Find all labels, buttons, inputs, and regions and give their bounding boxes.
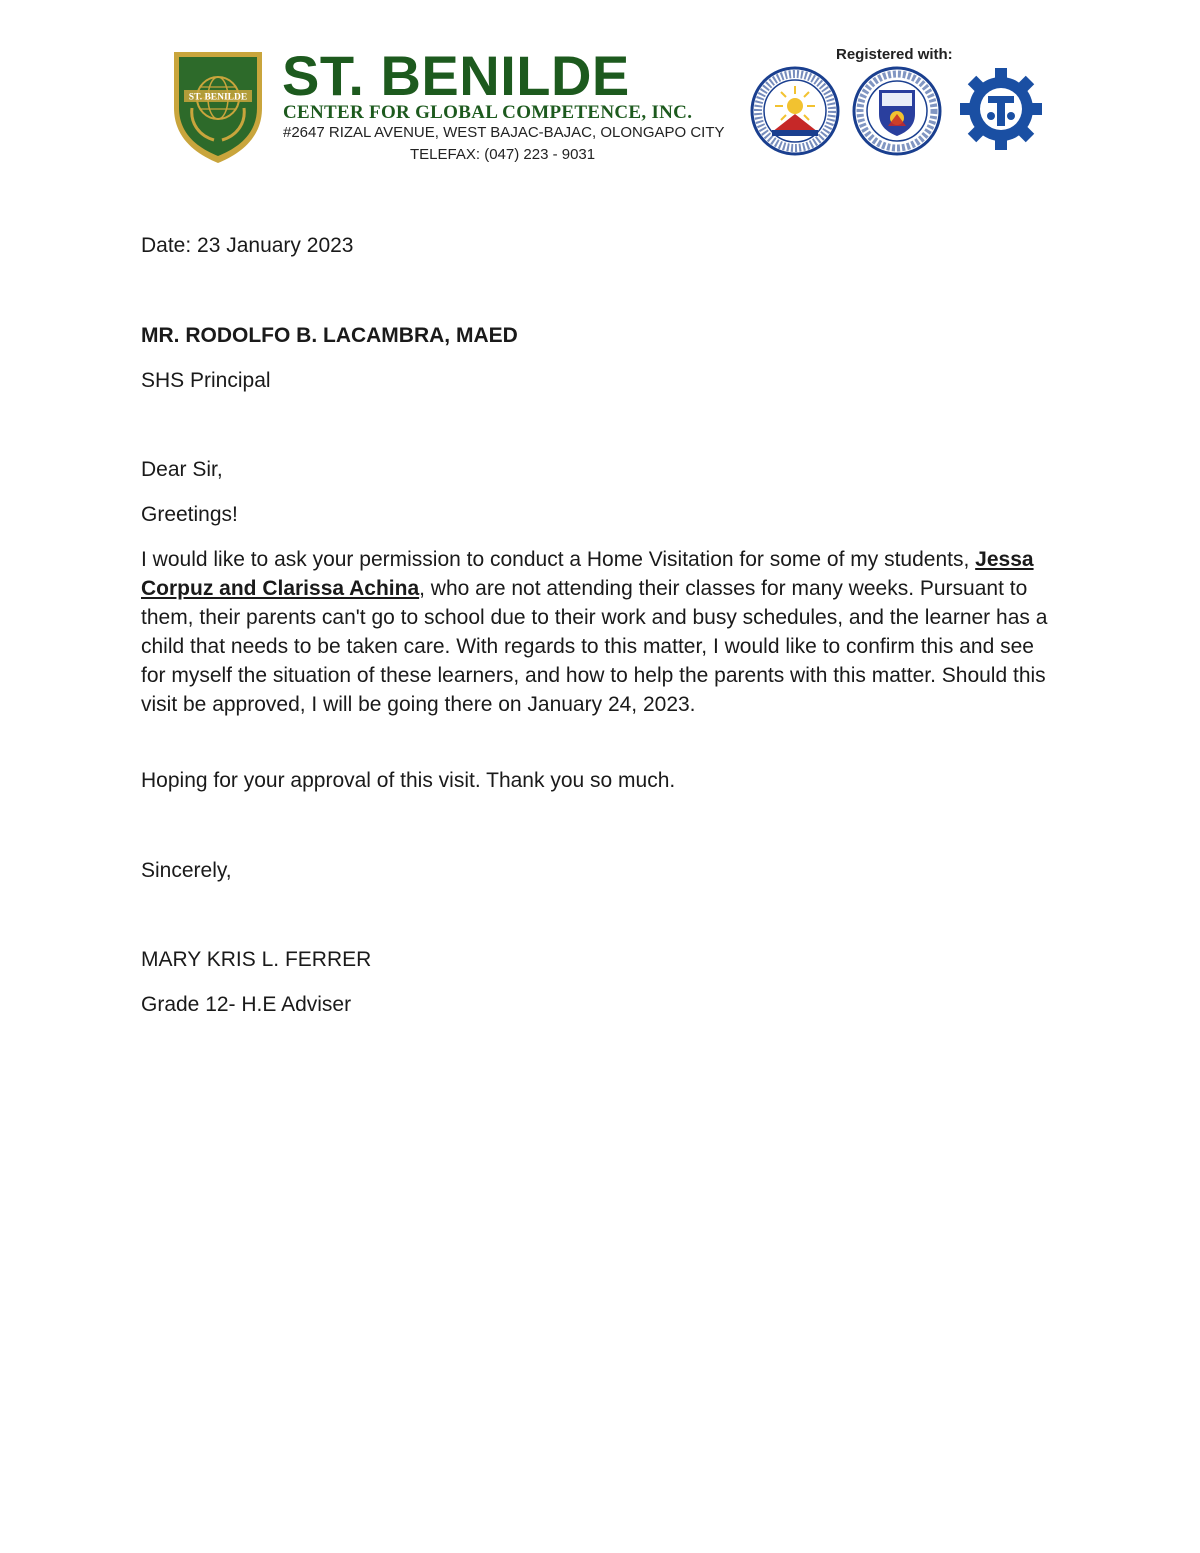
greeting: Greetings! <box>141 503 238 526</box>
signer-title: Grade 12- H.E Adviser <box>141 993 352 1016</box>
deped-seal-icon <box>852 66 942 156</box>
salutation: Dear Sir, <box>141 458 223 481</box>
org-subtitle: CENTER FOR GLOBAL COMPETENCE, INC. <box>283 102 693 123</box>
closing: Sincerely, <box>141 859 232 882</box>
registered-label: Registered with: <box>836 46 953 63</box>
st-benilde-shield-logo <box>170 46 266 166</box>
body-paragraph-2: Hoping for your approval of this visit. Thank you so much. <box>141 769 676 792</box>
letter-date: Date: 23 January 2023 <box>141 234 354 257</box>
org-address: #2647 RIZAL AVENUE, WEST BAJAC-BAJAC, OLONGAPO CITY <box>283 124 725 141</box>
signer-name: MARY KRIS L. FERRER <box>141 948 372 971</box>
tesda-gear-icon <box>958 66 1044 152</box>
letterhead <box>0 0 1200 190</box>
org-name: ST. BENILDE <box>282 44 630 107</box>
student-names: Jessa Corpuz and Clarissa Achina <box>141 548 1034 600</box>
paragraph-1-intro: I would like to ask your permission to conduct a Home Visitation for some of my students, <box>141 548 976 571</box>
recipient-title: SHS Principal <box>141 369 271 392</box>
org-telefax: TELEFAX: (047) 223 - 9031 <box>410 146 596 163</box>
ched-seal-icon <box>750 66 840 156</box>
body-paragraph-1 <box>141 545 1061 719</box>
logo-text: ST. BENILDE <box>188 92 248 103</box>
paragraph-1-rest: , who are not attending their classes for many weeks. Pursuant to them, their parents can't go to school due to their work and busy schedules, and the learner has a child that needs to be taken care. With regards to this matter, I would like to confirm this and see for myself the situation of these learners, and how to help the parents with this matter. Should this visit be approved, I will be going there on January 24, 2023. <box>141 577 1048 716</box>
recipient-name: MR. RODOLFO B. LACAMBRA, MAED <box>141 324 518 347</box>
